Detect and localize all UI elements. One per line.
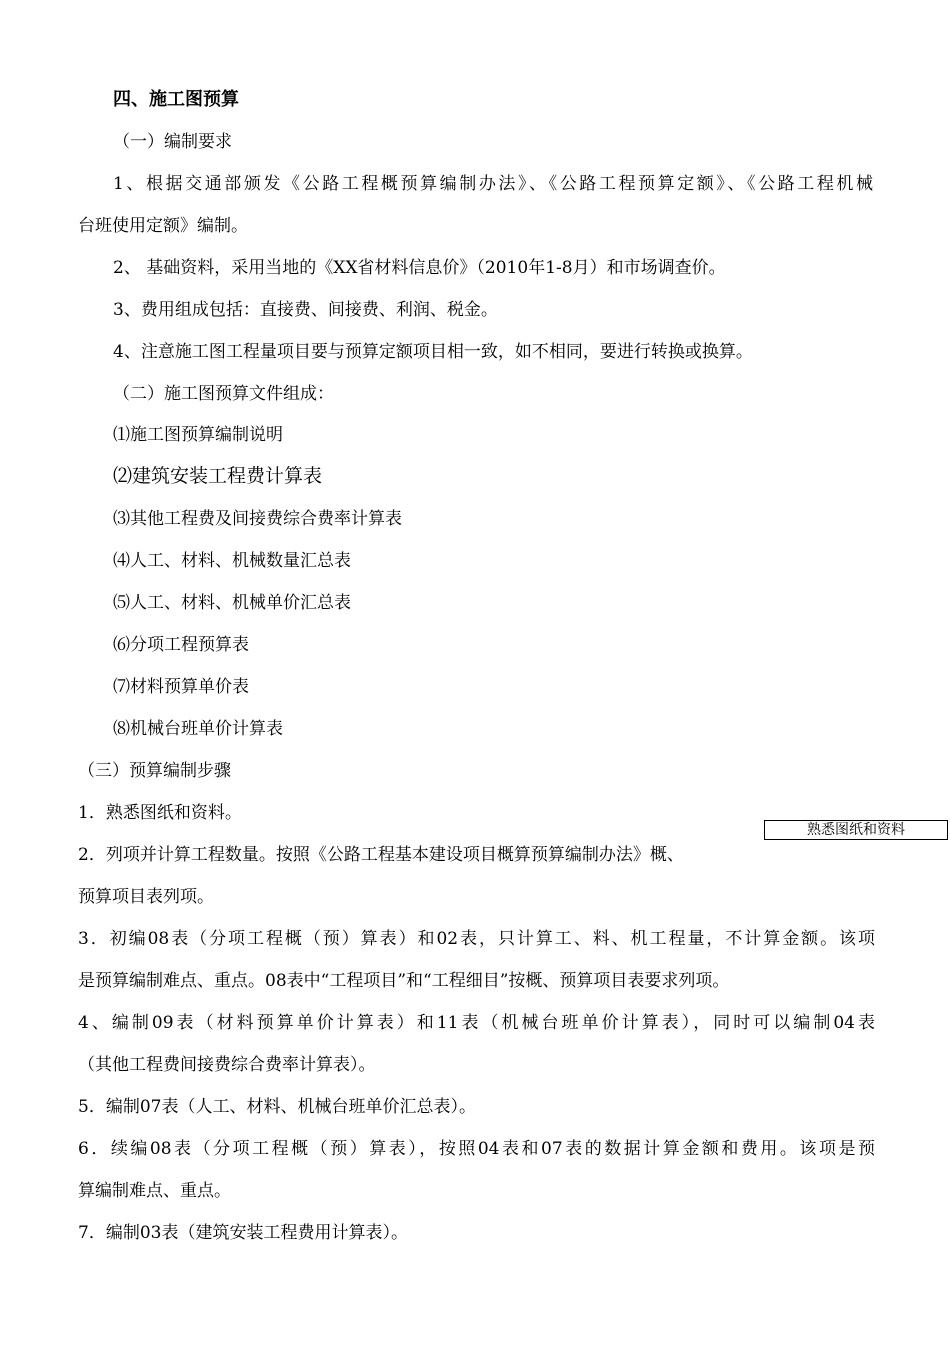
- step-4: 4、编制09表（材料预算单价计算表）和11表（机械台班单价计算表），同时可以编制04表: [78, 1013, 875, 1033]
- step-1: 1．熟悉图纸和资料。: [78, 803, 242, 823]
- subsection-title-documents: （二）施工图预算文件组成：: [113, 384, 334, 404]
- step-7: 7．编制03表（建筑安装工程费用计算表）。: [78, 1223, 408, 1243]
- step-2-cont: 预算项目表列项。: [78, 887, 214, 907]
- document-item-8: ⑻机械台班单价计算表: [113, 719, 283, 739]
- step-5: 5．编制07表（人工、材料、机械台班单价汇总表）。: [78, 1097, 476, 1117]
- document-item-2: ⑵建筑安装工程费计算表: [113, 465, 323, 487]
- section-title: 四、施工图预算: [113, 89, 239, 110]
- side-text-box: 熟悉图纸和资料: [764, 820, 948, 840]
- requirement-4: 4、注意施工图工程量项目要与预算定额项目相一致，如不相同，要进行转换或换算。: [113, 342, 753, 362]
- requirement-1: 1、根据交通部颁发《公路工程概预算编制办法》、《公路工程预算定额》、《公路工程机械: [113, 174, 873, 194]
- requirement-2: 2、 基础资料，采用当地的《XX省材料信息价》（2010年1-8月）和市场调查价。: [113, 258, 726, 278]
- step-4-cont: （其他工程费间接费综合费率计算表）。: [78, 1055, 376, 1075]
- document-item-3: ⑶其他工程费及间接费综合费率计算表: [113, 509, 402, 529]
- requirement-3: 3、费用组成包括：直接费、间接费、利润、税金。: [113, 300, 498, 320]
- document-item-6: ⑹分项工程预算表: [113, 635, 249, 655]
- step-6: 6．续编08表（分项工程概（预）算表），按照04表和07表的数据计算金额和费用。该项是预: [78, 1139, 875, 1159]
- document-item-7: ⑺材料预算单价表: [113, 677, 249, 697]
- document-item-5: ⑸人工、材料、机械单价汇总表: [113, 593, 351, 613]
- subsection-title-steps: （三）预算编制步骤: [78, 761, 231, 781]
- document-item-4: ⑷人工、材料、机械数量汇总表: [113, 551, 351, 571]
- step-3: 3．初编08表（分项工程概（预）算表）和02表，只计算工、料、机工程量，不计算金额。该项: [78, 929, 875, 949]
- step-3-cont: 是预算编制难点、重点。08表中“工程项目”和“工程细目”按概、预算项目表要求列项。: [78, 971, 730, 991]
- subsection-title-requirements: （一）编制要求: [113, 132, 232, 152]
- step-2: 2．列项并计算工程数量。按照《公路工程基本建设项目概算预算编制办法》概、: [78, 845, 684, 865]
- requirement-1-cont: 台班使用定额》编制。: [78, 216, 248, 236]
- document-item-1: ⑴施工图预算编制说明: [113, 425, 283, 445]
- step-6-cont: 算编制难点、重点。: [78, 1181, 231, 1201]
